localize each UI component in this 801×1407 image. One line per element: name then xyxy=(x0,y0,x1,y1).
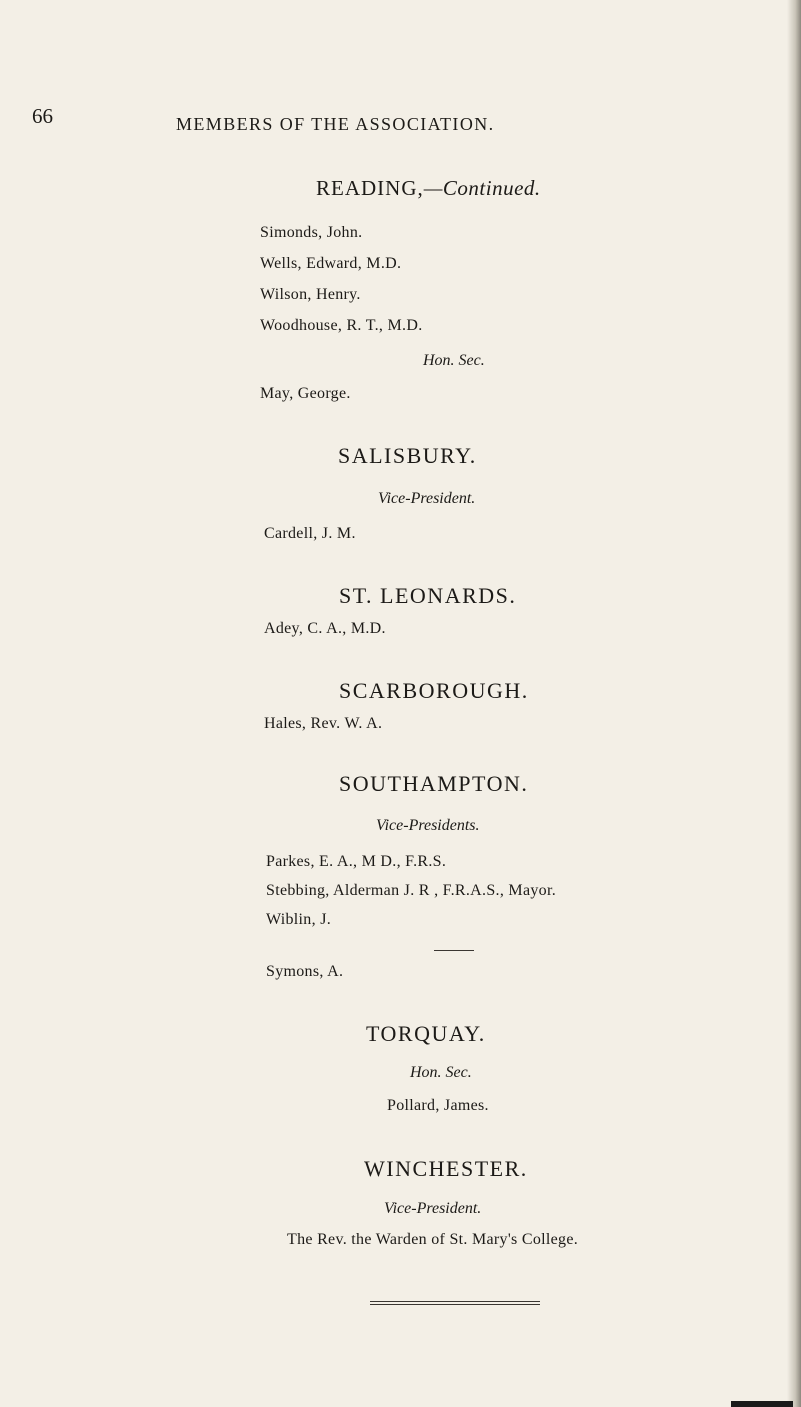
list-item: Stebbing, Alderman J. R , F.R.A.S., Mayor. xyxy=(266,882,556,899)
list-item: Cardell, J. M. xyxy=(264,525,356,542)
continued-label: —Continued. xyxy=(423,176,541,200)
role-label: Vice-Presidents. xyxy=(376,817,480,834)
scan-edge-mark xyxy=(731,1401,793,1407)
list-item: Wilson, Henry. xyxy=(260,286,361,303)
section-heading-reading xyxy=(316,176,541,201)
list-item: Hales, Rev. W. A. xyxy=(264,715,383,732)
page-number: 66 xyxy=(32,104,53,128)
role-label: Hon. Sec. xyxy=(410,1064,472,1081)
page-edge-shadow xyxy=(787,0,801,1407)
section-divider xyxy=(434,950,474,951)
list-item: Symons, A. xyxy=(266,963,344,980)
list-item: Woodhouse, R. T., M.D. xyxy=(260,317,423,334)
list-item: Wiblin, J. xyxy=(266,911,332,928)
running-head: MEMBERS OF THE ASSOCIATION. xyxy=(176,114,495,134)
list-item: Pollard, James. xyxy=(387,1097,489,1114)
role-label: Vice-President. xyxy=(378,490,476,507)
section-heading-salisbury: SALISBURY. xyxy=(338,443,477,468)
end-rule xyxy=(370,1301,540,1305)
list-item: Adey, C. A., M.D. xyxy=(264,620,386,637)
list-item: Simonds, John. xyxy=(260,224,363,241)
list-item: The Rev. the Warden of St. Mary's College. xyxy=(287,1231,579,1248)
section-heading-winchester: WINCHESTER. xyxy=(364,1156,528,1181)
list-item: Parkes, E. A., M D., F.R.S. xyxy=(266,853,447,870)
list-item: May, George. xyxy=(260,385,351,402)
section-heading-southampton: SOUTHAMPTON. xyxy=(339,771,529,796)
role-label: Hon. Sec. xyxy=(423,352,485,369)
list-item: Wells, Edward, M.D. xyxy=(260,255,402,272)
reading-heading: READING, xyxy=(316,176,424,200)
section-heading-torquay: TORQUAY. xyxy=(366,1021,486,1046)
section-heading-scarborough: SCARBOROUGH. xyxy=(339,678,529,703)
role-label: Vice-President. xyxy=(384,1200,482,1217)
section-heading-st-leonards: ST. LEONARDS. xyxy=(339,583,517,608)
